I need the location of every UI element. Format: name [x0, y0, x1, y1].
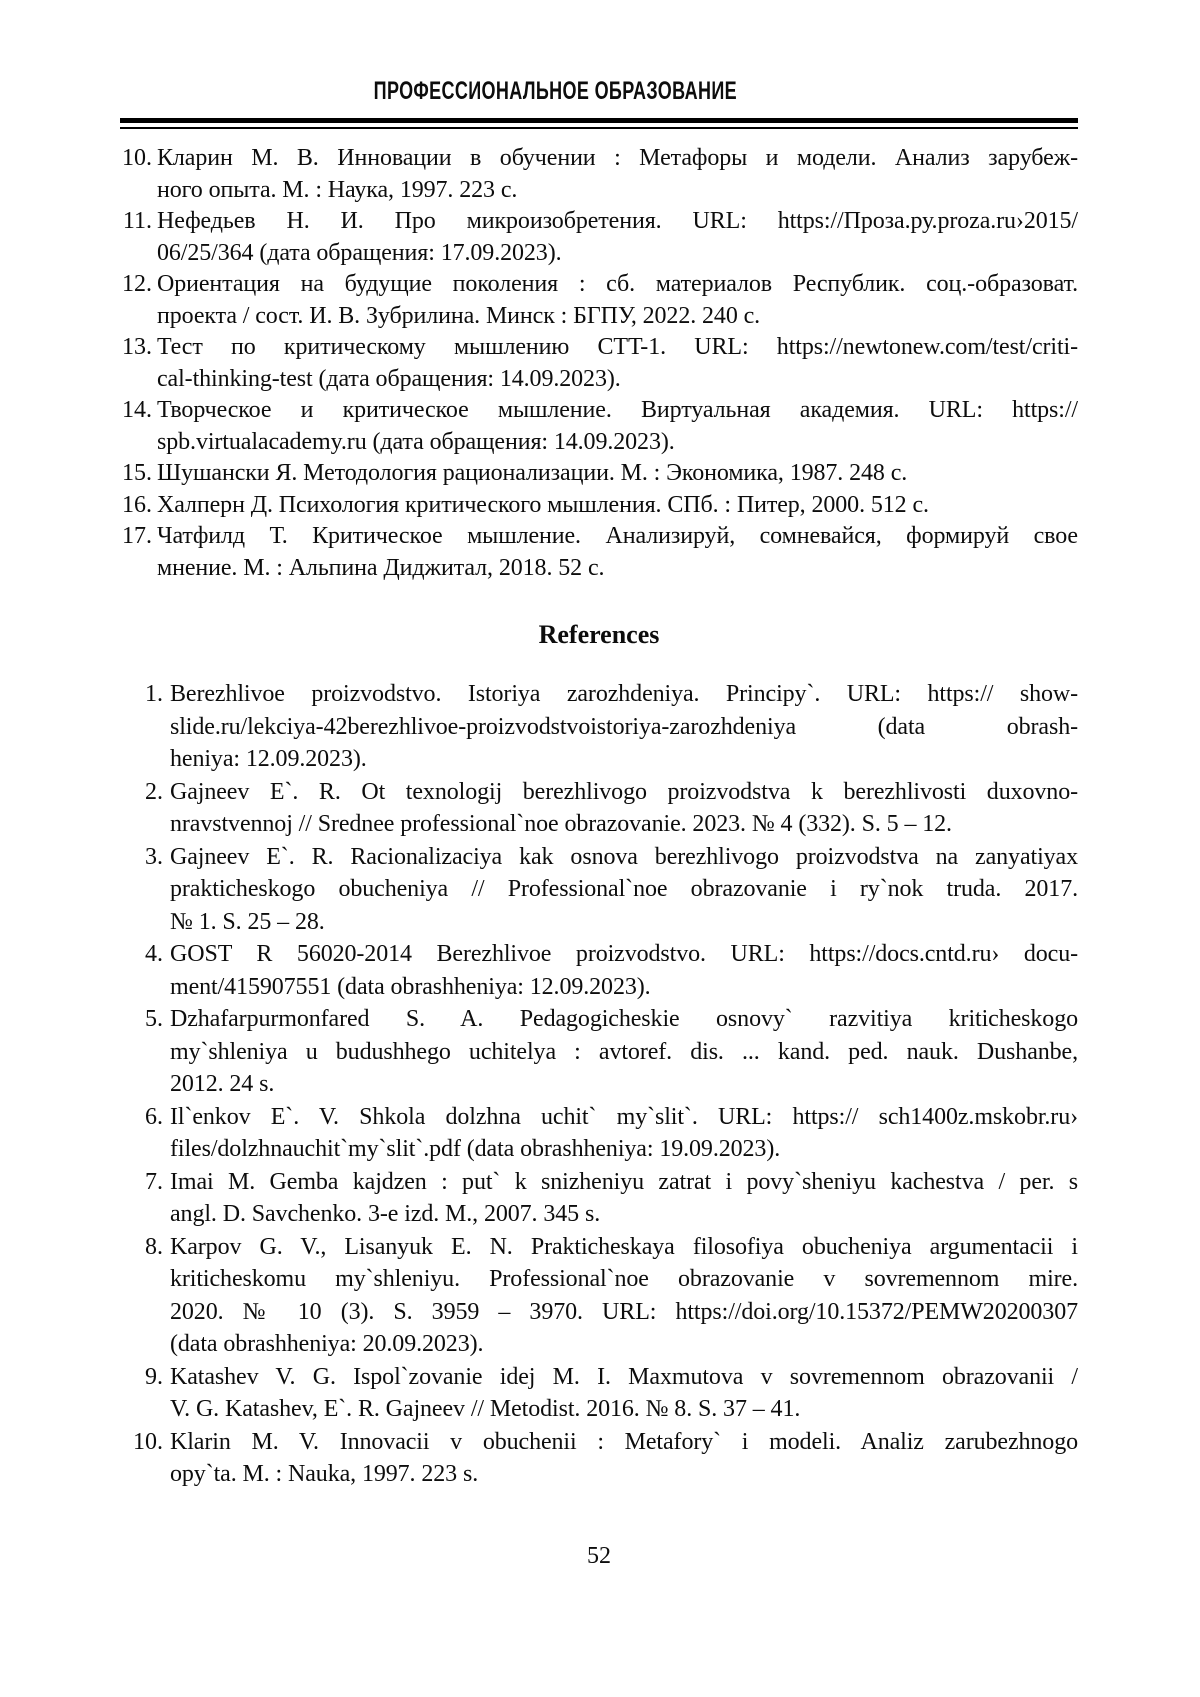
text-line: мнение. М. : Альпина Диджитал, 2018. 52 с.	[157, 554, 605, 581]
text-line: (data obrashheniya: 20.09.2023).	[170, 1331, 484, 1357]
reference-item	[120, 776, 1078, 841]
item-number: 17.	[122, 523, 152, 549]
item-text	[157, 143, 1078, 206]
bibliography-russian-list	[120, 143, 1078, 584]
text-line: heniya: 12.09.2023).	[170, 746, 367, 772]
item-number: 15.	[122, 460, 152, 486]
item-number: 9.	[145, 1363, 163, 1390]
text-line: Katashev V. G. Ispol`zovanie idej M. I. Maxmutova v sovremennom obrazovanii /	[170, 1363, 1078, 1390]
text-line: Ориентация на будущие поколения : сб. материалов Республик. соц.-образоват.	[157, 271, 1078, 297]
item-text	[170, 1231, 1078, 1361]
text-line: Халперн Д. Психология критического мышления. СПб. : Питер, 2000. 512 с.	[157, 491, 929, 518]
header-rule	[120, 118, 1078, 129]
text-line: ment/415907551 (data obrashheniya: 12.09.2023).	[170, 973, 651, 1000]
item-number: 12.	[122, 271, 152, 297]
item-number: 3.	[145, 843, 163, 870]
text-line: V. G. Katashev, E`. R. Gajneev // Metodist. 2016. № 8. S. 37 – 41.	[170, 1396, 801, 1422]
reference-item	[120, 1166, 1078, 1231]
item-text	[170, 1361, 1078, 1426]
item-number: 5.	[145, 1006, 163, 1032]
item-number: 13.	[122, 334, 152, 360]
text-line: Нефедьев Н. И. Про микроизобретения. URL: https://Проза.ру.proza.ru›2015/	[157, 208, 1078, 234]
text-line: kriticheskomu my`shleniyu. Professional`noe obrazovanie v sovremennom mire.	[170, 1266, 1078, 1292]
text-line: spb.virtualacademy.ru (дата обращения: 14.09.2023).	[157, 428, 675, 455]
reference-item	[120, 841, 1078, 939]
reference-item	[120, 521, 1078, 584]
reference-item	[120, 1101, 1078, 1166]
text-line: Imai M. Gemba kajdzen : put` k snizheniyu zatrat i povy`sheniyu kachestva / per. s	[170, 1168, 1078, 1195]
text-line: slide.ru/lekciya-42berezhlivoe-proizvodstvoistoriya-zarozhdeniya (data obrash-	[170, 713, 1078, 740]
item-number: 11.	[122, 208, 152, 234]
reference-item	[120, 1361, 1078, 1426]
reference-item	[120, 1003, 1078, 1101]
item-text	[170, 776, 1078, 841]
item-text	[170, 678, 1078, 776]
item-text	[170, 938, 1078, 1003]
reference-item	[120, 332, 1078, 395]
text-line: Тест по критическому мышлению CTT-1. URL: https://newtonew.com/test/criti-	[157, 334, 1078, 360]
item-text	[157, 206, 1078, 269]
text-line: my`shleniya u budushhego uchitelya : avtoref. dis. ... kand. ped. nauk. Dushanbe,	[170, 1038, 1078, 1065]
text-line: Шушански Я. Методология рационализации. М. : Экономика, 1987. 248 с.	[157, 460, 908, 486]
text-line: Dzhafarpurmonfared S. A. Pedagogicheskie osnovy` razvitiya kriticheskogo	[170, 1006, 1078, 1032]
page-header	[120, 76, 1078, 106]
text-line: Il`enkov E`. V. Shkola dolzhna uchit` my`slit`. URL: https:// sch1400z.mskobr.ru›	[170, 1103, 1078, 1130]
text-line: nravstvennoj // Srednee professional`noe obrazovanie. 2023. № 4 (332). S. 5 – 12.	[170, 811, 952, 837]
text-line: № 1. S. 25 – 28.	[170, 908, 325, 935]
text-line: angl. D. Savchenko. 3-e izd. M., 2007. 345 s.	[170, 1201, 601, 1227]
page-header-title: ПРОФЕССИОНАЛЬНОЕ ОБРАЗОВАНИЕ	[373, 77, 737, 105]
reference-item	[120, 490, 1078, 522]
reference-item	[120, 143, 1078, 206]
text-line: files/dolzhnauchit`my`slit`.pdf (data obrashheniya: 19.09.2023).	[170, 1136, 781, 1162]
item-number: 7.	[145, 1168, 163, 1195]
text-line: opy`ta. M. : Nauka, 1997. 223 s.	[170, 1461, 479, 1487]
text-line: Berezhlivoe proizvodstvo. Istoriya zarozhdeniya. Principy`. URL: https:// show-	[170, 681, 1078, 707]
item-text	[170, 841, 1078, 939]
item-text	[170, 1426, 1078, 1491]
text-line: Творческое и критическое мышление. Виртуальная академия. URL: https://	[157, 397, 1078, 423]
text-line: 06/25/364 (дата обращения: 17.09.2023).	[157, 239, 562, 266]
text-line: Klarin M. V. Innovacii v obuchenii : Metafory` i modeli. Analiz zarubezhnogo	[170, 1428, 1078, 1455]
text-line: Gajneev E`. R. Racionalizaciya kak osnova berezhlivogo proizvodstva na zanyatiyax	[170, 843, 1078, 870]
item-number: 6.	[145, 1103, 163, 1130]
item-text	[157, 458, 1078, 490]
reference-item	[120, 269, 1078, 332]
reference-item	[120, 206, 1078, 269]
references-heading: References	[538, 620, 660, 649]
reference-item	[120, 938, 1078, 1003]
reference-item	[120, 458, 1078, 490]
page-number: 52	[587, 1542, 611, 1569]
item-text	[170, 1166, 1078, 1231]
item-text	[157, 269, 1078, 332]
item-text	[157, 490, 1078, 522]
text-line: проекта / сост. И. В. Зубрилина. Минск : БГПУ, 2022. 240 с.	[157, 302, 761, 329]
text-line: Чатфилд Т. Критическое мышление. Анализируй, сомневайся, формируй свое	[157, 523, 1078, 549]
reference-item	[120, 678, 1078, 776]
text-line: 2012. 24 s.	[170, 1071, 275, 1097]
text-line: 2020. № 10 (3). S. 3959 – 3970. URL: https://doi.org/10.15372/PEMW20200307	[170, 1298, 1078, 1325]
item-text	[157, 395, 1078, 458]
item-text	[170, 1101, 1078, 1166]
item-text	[170, 1003, 1078, 1101]
references-list	[120, 678, 1078, 1491]
item-number: 10.	[122, 145, 152, 171]
text-line: ного опыта. М. : Наука, 1997. 223 с.	[157, 176, 518, 203]
item-number: 4.	[145, 941, 163, 967]
item-text	[157, 521, 1078, 584]
text-line: Кларин М. В. Инновации в обучении : Метафоры и модели. Анализ зарубеж-	[157, 145, 1078, 171]
item-number: 1.	[145, 681, 163, 707]
reference-item	[120, 395, 1078, 458]
item-number: 10.	[133, 1428, 163, 1455]
text-line: Gajneev E`. R. Ot texnologij berezhlivogo proizvodstva k berezhlivosti duxovno-	[170, 778, 1078, 805]
text-line: Karpov G. V., Lisanyuk E. N. Prakticheskaya filosofiya obucheniya argumentacii i	[170, 1233, 1078, 1260]
text-line: cal-thinking-test (дата обращения: 14.09.2023).	[157, 365, 621, 392]
item-text	[157, 332, 1078, 395]
text-line: prakticheskogo obucheniya // Professional`noe obrazovanie i ry`nok truda. 2017.	[170, 876, 1078, 902]
text-line: GOST R 56020-2014 Berezhlivoe proizvodstvo. URL: https://docs.cntd.ru› docu-	[170, 941, 1078, 967]
item-number: 8.	[145, 1233, 163, 1260]
item-number: 16.	[122, 491, 152, 518]
item-number: 2.	[145, 778, 163, 805]
item-number: 14.	[122, 397, 152, 423]
reference-item	[120, 1426, 1078, 1491]
reference-item	[120, 1231, 1078, 1361]
